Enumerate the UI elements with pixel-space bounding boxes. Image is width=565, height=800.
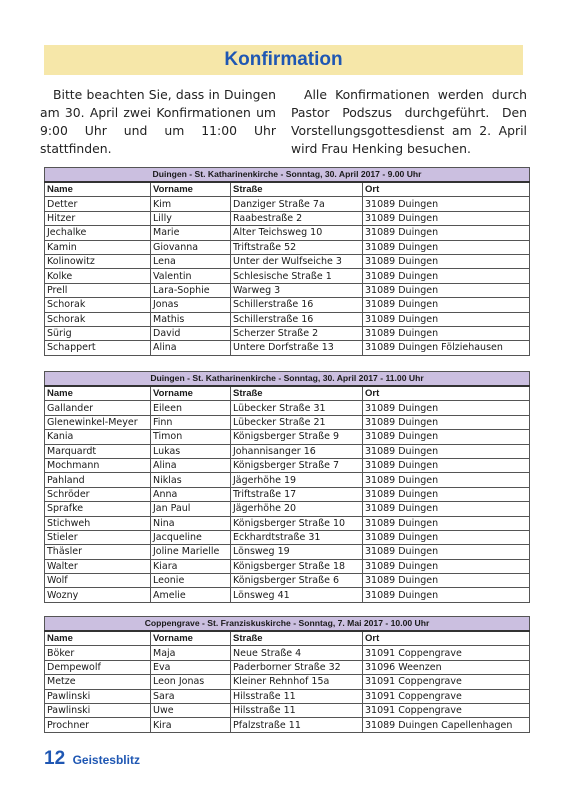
cell-name: Kania <box>45 430 151 444</box>
cell-name: Sprafke <box>45 502 151 516</box>
cell-ort: 31089 Duingen Capellenhagen <box>363 718 530 732</box>
cell-vorname: Niklas <box>151 473 231 487</box>
cell-name: Jechalke <box>45 226 151 240</box>
column-header-vorname: Vorname <box>151 182 231 197</box>
cell-strasse: Neue Straße 4 <box>231 646 363 660</box>
table-row <box>45 718 530 732</box>
cell-strasse: Alter Teichsweg 10 <box>231 226 363 240</box>
cell-strasse: Jägerhöhe 20 <box>231 502 363 516</box>
cell-vorname: Marie <box>151 226 231 240</box>
cell-vorname: Eileen <box>151 401 231 415</box>
cell-vorname: Leon Jonas <box>151 675 231 689</box>
cell-ort: 31096 Weenzen <box>363 660 530 674</box>
cell-name: Wozny <box>45 588 151 602</box>
table-row <box>45 689 530 703</box>
table-row <box>45 226 530 240</box>
column-header-name: Name <box>45 631 151 646</box>
cell-name: Hitzer <box>45 211 151 225</box>
table-row <box>45 430 530 444</box>
cell-name: Stieler <box>45 530 151 544</box>
cell-name: Böker <box>45 646 151 660</box>
confirmation-table-1 <box>44 167 530 356</box>
column-header-vorname: Vorname <box>151 386 231 401</box>
cell-name: Dempewolf <box>45 660 151 674</box>
cell-ort: 31089 Duingen <box>363 574 530 588</box>
cell-name: Pawlinski <box>45 689 151 703</box>
table-row <box>45 254 530 268</box>
cell-ort: 31089 Duingen <box>363 240 530 254</box>
table-row <box>45 269 530 283</box>
cell-strasse: Paderborner Straße 32 <box>231 660 363 674</box>
cell-ort: 31089 Duingen <box>363 559 530 573</box>
table-row <box>45 283 530 297</box>
table-row <box>45 675 530 689</box>
column-header-strae: Straße <box>231 631 363 646</box>
table-row <box>45 516 530 530</box>
table-caption-row <box>45 168 530 183</box>
intro-paragraph-left: Bitte beachten Sie, dass in Duingen am 30. April zwei Konfirmationen um 9:00 Uhr und um 11:00 Uhr stattfinden. <box>40 87 276 156</box>
cell-strasse: Eckhardtstraße 31 <box>231 530 363 544</box>
cell-ort: 31089 Duingen <box>363 283 530 297</box>
cell-ort: 31089 Duingen <box>363 588 530 602</box>
table-row <box>45 197 530 211</box>
cell-ort: 31091 Coppengrave <box>363 703 530 717</box>
cell-name: Kamin <box>45 240 151 254</box>
table-row <box>45 588 530 602</box>
cell-vorname: Giovanna <box>151 240 231 254</box>
cell-vorname: Alina <box>151 458 231 472</box>
cell-name: Thäsler <box>45 545 151 559</box>
cell-vorname: Joline Marielle <box>151 545 231 559</box>
intro-paragraph-right: Alle Konfirmationen werden durch Pastor Podszus durchgeführt. Den Vorstellungsgottesdienst am 2. April wird Frau Henking besuchen. <box>291 87 527 156</box>
cell-ort: 31089 Duingen <box>363 226 530 240</box>
cell-ort: 31089 Duingen <box>363 254 530 268</box>
cell-vorname: Leonie <box>151 574 231 588</box>
cell-strasse: Unter der Wulfseiche 3 <box>231 254 363 268</box>
cell-vorname: Alina <box>151 341 231 355</box>
page-footer <box>44 748 140 770</box>
magazine-name: Geistesblitz <box>72 753 140 767</box>
cell-ort: 31089 Duingen <box>363 530 530 544</box>
cell-vorname: Valentin <box>151 269 231 283</box>
cell-name: Metze <box>45 675 151 689</box>
cell-strasse: Raabestraße 2 <box>231 211 363 225</box>
cell-strasse: Danziger Straße 7a <box>231 197 363 211</box>
column-header-ort: Ort <box>363 386 530 401</box>
confirmation-table-3 <box>44 616 530 733</box>
table-row <box>45 240 530 254</box>
confirmation-table-2 <box>44 371 530 603</box>
cell-vorname: Uwe <box>151 703 231 717</box>
table-row <box>45 559 530 573</box>
cell-name: Detter <box>45 197 151 211</box>
cell-name: Wolf <box>45 574 151 588</box>
cell-name: Pawlinski <box>45 703 151 717</box>
cell-vorname: Lara-Sophie <box>151 283 231 297</box>
cell-ort: 31089 Duingen <box>363 502 530 516</box>
cell-name: Schröder <box>45 487 151 501</box>
cell-vorname: Kira <box>151 718 231 732</box>
cell-vorname: Timon <box>151 430 231 444</box>
table-row <box>45 298 530 312</box>
table-caption: Coppengrave - St. Franziskuskirche - Sonntag, 7. Mai 2017 - 10.00 Uhr <box>45 617 530 632</box>
cell-ort: 31089 Duingen Fölziehausen <box>363 341 530 355</box>
cell-strasse: Hilsstraße 11 <box>231 703 363 717</box>
page-title: Konfirmation <box>224 49 343 70</box>
cell-strasse: Pfalzstraße 11 <box>231 718 363 732</box>
table-header-row <box>45 182 530 197</box>
cell-ort: 31089 Duingen <box>363 326 530 340</box>
cell-name: Kolinowitz <box>45 254 151 268</box>
cell-strasse: Königsberger Straße 7 <box>231 458 363 472</box>
cell-name: Walter <box>45 559 151 573</box>
table-row <box>45 530 530 544</box>
table-row <box>45 401 530 415</box>
cell-name: Schorak <box>45 298 151 312</box>
cell-strasse: Warweg 3 <box>231 283 363 297</box>
table-header-row <box>45 631 530 646</box>
cell-strasse: Schlesische Straße 1 <box>231 269 363 283</box>
cell-ort: 31089 Duingen <box>363 298 530 312</box>
table-row <box>45 473 530 487</box>
column-header-ort: Ort <box>363 631 530 646</box>
cell-vorname: Jacqueline <box>151 530 231 544</box>
table-row <box>45 487 530 501</box>
cell-name: Stichweh <box>45 516 151 530</box>
cell-name: Prochner <box>45 718 151 732</box>
table-row <box>45 211 530 225</box>
column-header-strae: Straße <box>231 386 363 401</box>
cell-vorname: Anna <box>151 487 231 501</box>
cell-ort: 31089 Duingen <box>363 197 530 211</box>
cell-name: Sürig <box>45 326 151 340</box>
cell-ort: 31089 Duingen <box>363 545 530 559</box>
page-number: 12 <box>44 748 66 769</box>
cell-ort: 31091 Coppengrave <box>363 689 530 703</box>
cell-ort: 31091 Coppengrave <box>363 646 530 660</box>
cell-name: Mochmann <box>45 458 151 472</box>
table-row <box>45 660 530 674</box>
column-header-name: Name <box>45 386 151 401</box>
table-caption-row <box>45 617 530 632</box>
cell-strasse: Hilsstraße 11 <box>231 689 363 703</box>
cell-vorname: Lukas <box>151 444 231 458</box>
table-header-row <box>45 386 530 401</box>
cell-ort: 31089 Duingen <box>363 415 530 429</box>
cell-vorname: David <box>151 326 231 340</box>
table-row <box>45 646 530 660</box>
cell-ort: 31089 Duingen <box>363 312 530 326</box>
cell-name: Marquardt <box>45 444 151 458</box>
cell-vorname: Sara <box>151 689 231 703</box>
table-row <box>45 574 530 588</box>
cell-strasse: Königsberger Straße 6 <box>231 574 363 588</box>
cell-strasse: Königsberger Straße 10 <box>231 516 363 530</box>
cell-vorname: Amelie <box>151 588 231 602</box>
cell-vorname: Nina <box>151 516 231 530</box>
table-row <box>45 326 530 340</box>
cell-vorname: Kiara <box>151 559 231 573</box>
table-caption: Duingen - St. Katharinenkirche - Sonntag, 30. April 2017 - 9.00 Uhr <box>45 168 530 183</box>
cell-ort: 31089 Duingen <box>363 444 530 458</box>
table-row <box>45 341 530 355</box>
column-header-ort: Ort <box>363 182 530 197</box>
cell-vorname: Mathis <box>151 312 231 326</box>
cell-ort: 31089 Duingen <box>363 473 530 487</box>
cell-vorname: Jonas <box>151 298 231 312</box>
cell-strasse: Königsberger Straße 9 <box>231 430 363 444</box>
cell-strasse: Königsberger Straße 18 <box>231 559 363 573</box>
cell-strasse: Schillerstraße 16 <box>231 298 363 312</box>
table-row <box>45 458 530 472</box>
cell-vorname: Jan Paul <box>151 502 231 516</box>
cell-vorname: Kim <box>151 197 231 211</box>
column-header-strae: Straße <box>231 182 363 197</box>
cell-name: Gallander <box>45 401 151 415</box>
title-banner <box>44 45 523 75</box>
cell-strasse: Triftstraße 17 <box>231 487 363 501</box>
cell-strasse: Scherzer Straße 2 <box>231 326 363 340</box>
cell-ort: 31089 Duingen <box>363 430 530 444</box>
table-row <box>45 415 530 429</box>
cell-vorname: Lena <box>151 254 231 268</box>
cell-vorname: Eva <box>151 660 231 674</box>
cell-name: Pahland <box>45 473 151 487</box>
cell-ort: 31089 Duingen <box>363 516 530 530</box>
cell-strasse: Johannisanger 16 <box>231 444 363 458</box>
cell-strasse: Lübecker Straße 31 <box>231 401 363 415</box>
column-header-vorname: Vorname <box>151 631 231 646</box>
cell-ort: 31089 Duingen <box>363 458 530 472</box>
cell-ort: 31089 Duingen <box>363 401 530 415</box>
cell-strasse: Schillerstraße 16 <box>231 312 363 326</box>
cell-strasse: Kleiner Rehnhof 15a <box>231 675 363 689</box>
cell-ort: 31089 Duingen <box>363 211 530 225</box>
table-row <box>45 545 530 559</box>
column-header-name: Name <box>45 182 151 197</box>
cell-name: Kolke <box>45 269 151 283</box>
cell-name: Prell <box>45 283 151 297</box>
table-caption-row <box>45 372 530 387</box>
cell-strasse: Lönsweg 19 <box>231 545 363 559</box>
table-row <box>45 444 530 458</box>
cell-vorname: Lilly <box>151 211 231 225</box>
cell-ort: 31089 Duingen <box>363 269 530 283</box>
cell-ort: 31091 Coppengrave <box>363 675 530 689</box>
cell-strasse: Lübecker Straße 21 <box>231 415 363 429</box>
cell-strasse: Lönsweg 41 <box>231 588 363 602</box>
cell-strasse: Triftstraße 52 <box>231 240 363 254</box>
cell-name: Schappert <box>45 341 151 355</box>
cell-strasse: Jägerhöhe 19 <box>231 473 363 487</box>
table-row <box>45 502 530 516</box>
table-row <box>45 312 530 326</box>
cell-strasse: Untere Dorfstraße 13 <box>231 341 363 355</box>
table-row <box>45 703 530 717</box>
table-caption: Duingen - St. Katharinenkirche - Sonntag, 30. April 2017 - 11.00 Uhr <box>45 372 530 387</box>
cell-vorname: Finn <box>151 415 231 429</box>
cell-ort: 31089 Duingen <box>363 487 530 501</box>
cell-vorname: Maja <box>151 646 231 660</box>
cell-name: Glenewinkel-Meyer <box>45 415 151 429</box>
cell-name: Schorak <box>45 312 151 326</box>
